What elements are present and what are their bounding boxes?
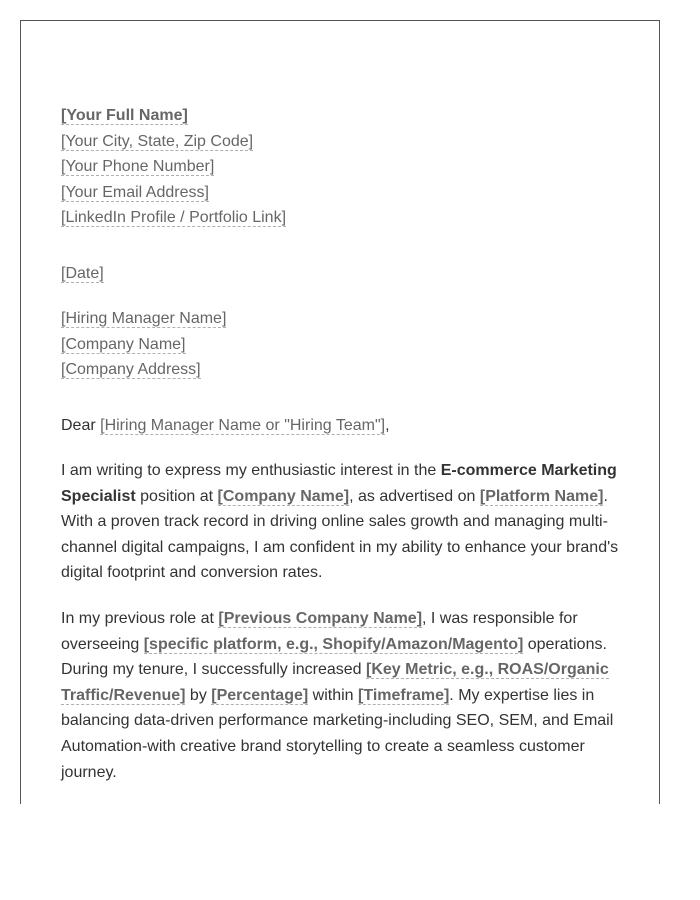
recipient-address: [Company Address] (61, 361, 201, 378)
paragraph-1 (61, 458, 621, 586)
letter-content (61, 103, 621, 785)
p1-text-4: . With a proven track record in driving online sales growth and managing multi-channel digital campaigns, I am confident in my ability to enhance your brand's digital footprint and conversion rates. (61, 487, 619, 582)
recipient-address-line (61, 357, 621, 383)
letter-page (20, 20, 660, 804)
sender-linkedin: [LinkedIn Profile / Portfolio Link] (61, 209, 287, 226)
p2-text-4: by (185, 686, 212, 704)
p2-platform: [specific platform, e.g., Shopify/Amazon/Magento] (143, 635, 524, 653)
sender-email: [Your Email Address] (61, 183, 209, 201)
sender-city-state-zip: [Your City, State, Zip Code] (61, 132, 254, 150)
sender-full-name: [Your Full Name] (61, 107, 188, 124)
greeting-suffix: , (385, 416, 390, 434)
p1-text-2: position at (135, 487, 218, 505)
p1-text-1: I am writing to express my enthusiastic interest in the (61, 462, 441, 479)
recipient-company-line (61, 332, 621, 358)
p2-timeframe: [Timeframe] (358, 686, 450, 704)
p1-position: E-commerce Marketing Specialist (61, 462, 617, 505)
p1-company: [Company Name] (217, 487, 350, 505)
sender-name-line (61, 103, 621, 129)
sender-phone: [Your Phone Number] (61, 158, 215, 175)
sender-city-line (61, 129, 621, 155)
recipient-manager-line (61, 306, 621, 332)
p2-text-2: , I was responsible for overseeing (61, 609, 578, 653)
p1-text-3: , as advertised on (349, 487, 480, 505)
greeting-prefix: Dear (61, 416, 101, 434)
p2-percentage: [Percentage] (211, 686, 309, 704)
greeting-name: [Hiring Manager Name or "Hiring Team"] (100, 416, 386, 434)
paragraph-2 (61, 606, 621, 785)
sender-block (61, 103, 621, 231)
sender-phone-line (61, 154, 621, 180)
p2-text-3: operations. During my tenure, I successfully increased (61, 635, 607, 679)
p2-metric: [Key Metric, e.g., ROAS/Organic Traffic/Revenue] (61, 661, 609, 704)
p2-text-6: . My expertise lies in balancing data-driven performance marketing-including SEO, SEM, and Email Automation-with creative brand storytelling to create a seamless customer journey. (61, 686, 614, 781)
p2-text-1: In my previous role at (61, 609, 219, 627)
sender-linkedin-line (61, 205, 621, 231)
p2-prev-company: [Previous Company Name] (218, 609, 423, 627)
letter-date: [Date] (61, 264, 104, 282)
p2-text-5: within (308, 686, 358, 704)
date-line (61, 261, 621, 287)
sender-email-line (61, 180, 621, 206)
recipient-hiring-manager: [Hiring Manager Name] (61, 310, 227, 327)
p1-platform: [Platform Name] (479, 487, 604, 505)
recipient-company: [Company Name] (61, 335, 186, 353)
recipient-block (61, 306, 621, 383)
greeting (61, 413, 621, 439)
